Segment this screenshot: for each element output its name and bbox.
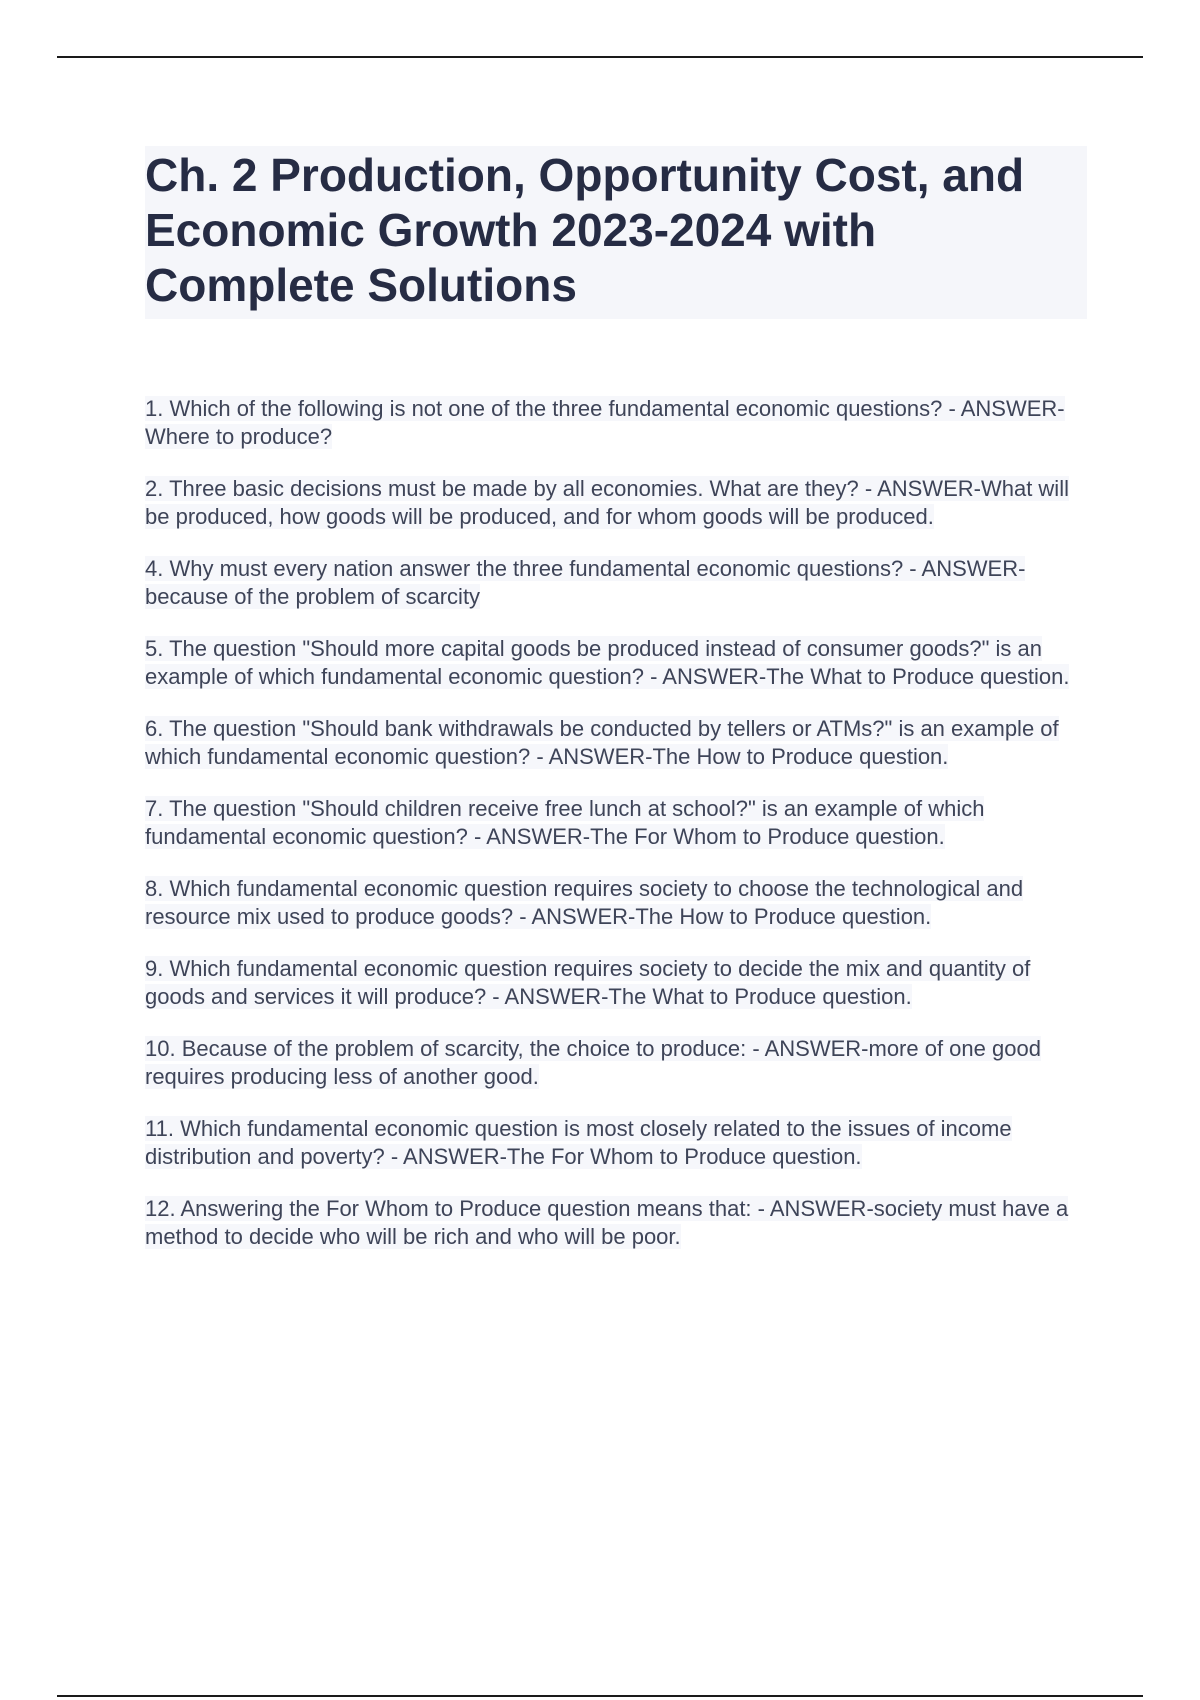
qa-text: 9. Which fundamental economic question requires society to decide the mix and quantity of goods and services it will produce? - ANSWER-The What to Produce question. xyxy=(145,956,1031,1009)
qa-text: 12. Answering the For Whom to Produce question means that: - ANSWER-society must have a method to decide who will be rich and who will be poor. xyxy=(145,1196,1069,1249)
qa-item-2 xyxy=(145,475,1095,531)
qa-item-12 xyxy=(145,1195,1095,1251)
qa-text: 2. Three basic decisions must be made by all economies. What are they? - ANSWER-What will be produced, how goods will be produced, and for whom goods will be produced. xyxy=(145,476,1069,529)
qa-item-8 xyxy=(145,875,1095,931)
qa-item-6 xyxy=(145,715,1095,771)
top-rule xyxy=(57,56,1143,58)
qa-item-10 xyxy=(145,1035,1095,1091)
qa-item-9 xyxy=(145,955,1095,1011)
qa-item-5 xyxy=(145,635,1095,691)
qa-item-11 xyxy=(145,1115,1095,1171)
bottom-rule xyxy=(57,1695,1143,1697)
qa-text: 6. The question "Should bank withdrawals be conducted by tellers or ATMs?" is an example of which fundamental economic question? - ANSWER-The How to Produce question. xyxy=(145,716,1059,769)
qa-item-7 xyxy=(145,795,1095,851)
qa-item-1 xyxy=(145,395,1095,451)
qa-list xyxy=(145,395,1095,1275)
qa-text: 1. Which of the following is not one of the three fundamental economic questions? - ANSWER-Where to produce? xyxy=(145,396,1065,449)
qa-text: 5. The question "Should more capital goods be produced instead of consumer goods?" is an example of which fundamental economic question? - ANSWER-The What to Produce question. xyxy=(145,636,1070,689)
qa-item-4 xyxy=(145,555,1095,611)
qa-text: 8. Which fundamental economic question requires society to choose the technological and resource mix used to produce goods? - ANSWER-The How to Produce question. xyxy=(145,876,1024,929)
qa-text: 11. Which fundamental economic question is most closely related to the issues of income distribution and poverty? - ANSWER-The For Whom to Produce question. xyxy=(145,1116,1012,1169)
title-block xyxy=(145,146,1087,319)
qa-text: 4. Why must every nation answer the three fundamental economic questions? - ANSWER-because of the problem of scarcity xyxy=(145,556,1026,609)
document-title: Ch. 2 Production, Opportunity Cost, and Economic Growth 2023-2024 with Complete Solutions xyxy=(145,149,1025,311)
qa-text: 10. Because of the problem of scarcity, the choice to produce: - ANSWER-more of one good requires producing less of another good. xyxy=(145,1036,1041,1089)
qa-text: 7. The question "Should children receive free lunch at school?" is an example of which fundamental economic question? - ANSWER-The For Whom to Produce question. xyxy=(145,796,985,849)
